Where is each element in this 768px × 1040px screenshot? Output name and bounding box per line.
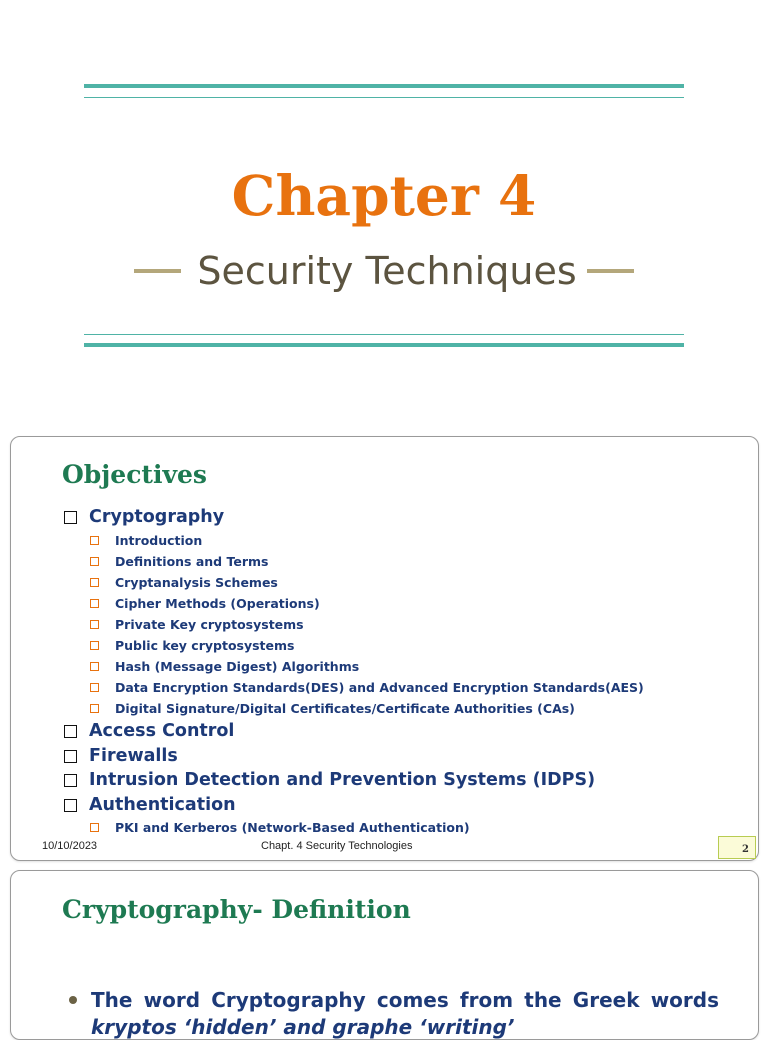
objective-text: Cryptography — [89, 507, 225, 527]
objectives-heading: Objectives — [62, 460, 207, 489]
definition-heading: Cryptography- Definition — [62, 895, 411, 924]
orange-square-bullet-icon — [90, 683, 99, 692]
chapter-subtitle: Security Techniques — [197, 249, 577, 293]
orange-square-bullet-icon — [90, 620, 99, 629]
chapter-title: Chapter 4 — [231, 163, 537, 228]
objective-subitem — [63, 698, 644, 719]
orange-square-bullet-icon — [90, 536, 99, 545]
objective-subitem — [63, 656, 644, 677]
subtitle-left-dash — [134, 269, 181, 273]
objective-subitem — [63, 817, 644, 838]
objective-subitem — [63, 593, 644, 614]
orange-square-bullet-icon — [90, 599, 99, 608]
title-slide — [0, 0, 768, 430]
objective-subitem — [63, 572, 644, 593]
orange-square-bullet-icon — [90, 662, 99, 671]
orange-square-bullet-icon — [90, 704, 99, 713]
objective-item — [63, 505, 644, 530]
objective-text: Definitions and Terms — [115, 553, 269, 569]
objective-subitem — [63, 614, 644, 635]
footer-date: 10/10/2023 — [42, 840, 98, 852]
objective-text: Authentication — [89, 794, 236, 815]
objective-item — [63, 719, 644, 744]
orange-square-bullet-icon — [90, 823, 99, 832]
subtitle-right-dash — [587, 269, 634, 273]
objective-text: Cryptanalysis Schemes — [115, 574, 278, 590]
definition-line-2: kryptos ‘hidden’ and graphe ‘writing’ — [91, 1015, 515, 1039]
objective-text: Intrusion Detection and Prevention Systems (IDPS) — [89, 770, 596, 791]
definition-bullet-text — [67, 985, 719, 1015]
square-bullet-icon — [64, 774, 77, 787]
square-bullet-icon — [64, 511, 77, 524]
objectives-list — [63, 505, 644, 838]
objective-text: Hash (Message Digest) Algorithms — [115, 659, 360, 675]
square-bullet-icon — [64, 799, 77, 812]
objective-text: Access Control — [89, 721, 235, 742]
objective-text: Cipher Methods (Operations) — [115, 595, 320, 611]
objective-subitem — [63, 635, 644, 656]
objective-text: Introduction — [115, 532, 203, 548]
top-thin-rule — [84, 97, 684, 98]
square-bullet-icon — [64, 750, 77, 763]
objective-text: Public key cryptosystems — [115, 637, 295, 653]
top-thick-rule — [84, 84, 684, 88]
objective-item — [63, 793, 644, 818]
definition-slide — [10, 870, 759, 1040]
objective-text: Digital Signature/Digital Certificates/Certificate Authorities (CAs) — [115, 701, 575, 717]
objective-text: Firewalls — [89, 745, 178, 766]
page-number-badge: 2 — [718, 836, 756, 859]
square-bullet-icon — [64, 725, 77, 738]
definition-line-1: The word Cryptography comes from the Greek words — [91, 988, 719, 1012]
orange-square-bullet-icon — [90, 557, 99, 566]
objective-subitem — [63, 530, 644, 551]
objective-text: Data Encryption Standards(DES) and Advanced Encryption Standards(AES) — [115, 680, 644, 696]
bottom-thick-rule — [84, 343, 684, 347]
bottom-thin-rule — [84, 334, 684, 335]
subtitle-row — [0, 246, 768, 296]
footer-title: Chapt. 4 Security Technologies — [261, 840, 413, 852]
objective-text: PKI and Kerberos (Network-Based Authentication) — [115, 820, 470, 836]
orange-square-bullet-icon — [90, 578, 99, 587]
orange-square-bullet-icon — [90, 641, 99, 650]
objective-subitem — [63, 677, 644, 698]
objective-text: Private Key cryptosystems — [115, 616, 304, 632]
objective-subitem — [63, 551, 644, 572]
objective-item — [63, 744, 644, 769]
objective-item — [63, 768, 644, 793]
objectives-slide — [10, 436, 759, 861]
